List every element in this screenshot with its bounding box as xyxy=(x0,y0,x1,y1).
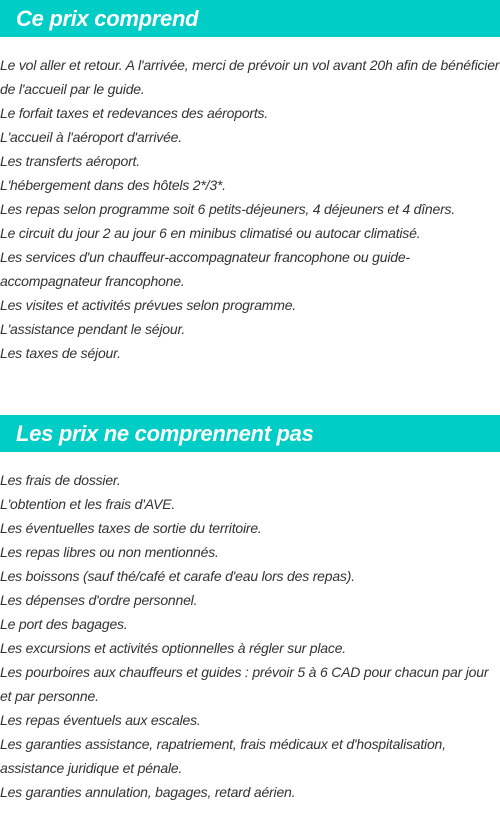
included-section xyxy=(0,0,500,365)
excluded-item: Les frais de dossier. xyxy=(0,472,121,488)
included-item: Les transferts aéroport. xyxy=(0,153,140,169)
excluded-item: L'obtention et les frais d'AVE. xyxy=(0,496,176,512)
excluded-item: Les boissons (sauf thé/café et carafe d'eau lors des repas). xyxy=(0,568,355,584)
excluded-header xyxy=(0,415,500,452)
included-header xyxy=(0,0,500,37)
included-list xyxy=(0,53,500,365)
included-item: L'assistance pendant le séjour. xyxy=(0,321,186,337)
excluded-item: Les dépenses d'ordre personnel. xyxy=(0,592,198,608)
included-title: Ce prix comprend xyxy=(16,5,199,31)
included-item: Le vol aller et retour. A l'arrivée, merci de prévoir un vol avant 20h afin de bénéficier de l'accueil par le guide. xyxy=(0,57,500,97)
excluded-item: Les pourboires aux chauffeurs et guides : prévoir 5 à 6 CAD pour chacun par jour et par personne. xyxy=(0,664,489,704)
excluded-list xyxy=(0,468,500,804)
included-item: Le forfait taxes et redevances des aéroports. xyxy=(0,105,269,121)
excluded-item: Les repas libres ou non mentionnés. xyxy=(0,544,219,560)
excluded-title: Les prix ne comprennent pas xyxy=(16,420,314,446)
excluded-section xyxy=(0,415,500,804)
included-item: L'accueil à l'aéroport d'arrivée. xyxy=(0,129,182,145)
included-item: L'hébergement dans des hôtels 2*/3*. xyxy=(0,177,226,193)
excluded-item: Les excursions et activités optionnelles à régler sur place. xyxy=(0,640,346,656)
excluded-item: Les éventuelles taxes de sortie du territoire. xyxy=(0,520,262,536)
included-item: Les visites et activités prévues selon programme. xyxy=(0,297,296,313)
included-item: Le circuit du jour 2 au jour 6 en minibus climatisé ou autocar climatisé. xyxy=(0,225,421,241)
included-item: Les repas selon programme soit 6 petits-déjeuners, 4 déjeuners et 4 dîners. xyxy=(0,201,456,217)
excluded-item: Les repas éventuels aux escales. xyxy=(0,712,201,728)
excluded-item: Les garanties assistance, rapatriement, frais médicaux et d'hospitalisation, assistance juridique et pénale. xyxy=(0,736,446,776)
excluded-item: Les garanties annulation, bagages, retard aérien. xyxy=(0,784,296,800)
excluded-item: Le port des bagages. xyxy=(0,616,128,632)
included-item: Les taxes de séjour. xyxy=(0,345,121,361)
included-item: Les services d'un chauffeur-accompagnateur francophone ou guide-accompagnateur francophone. xyxy=(0,249,410,289)
